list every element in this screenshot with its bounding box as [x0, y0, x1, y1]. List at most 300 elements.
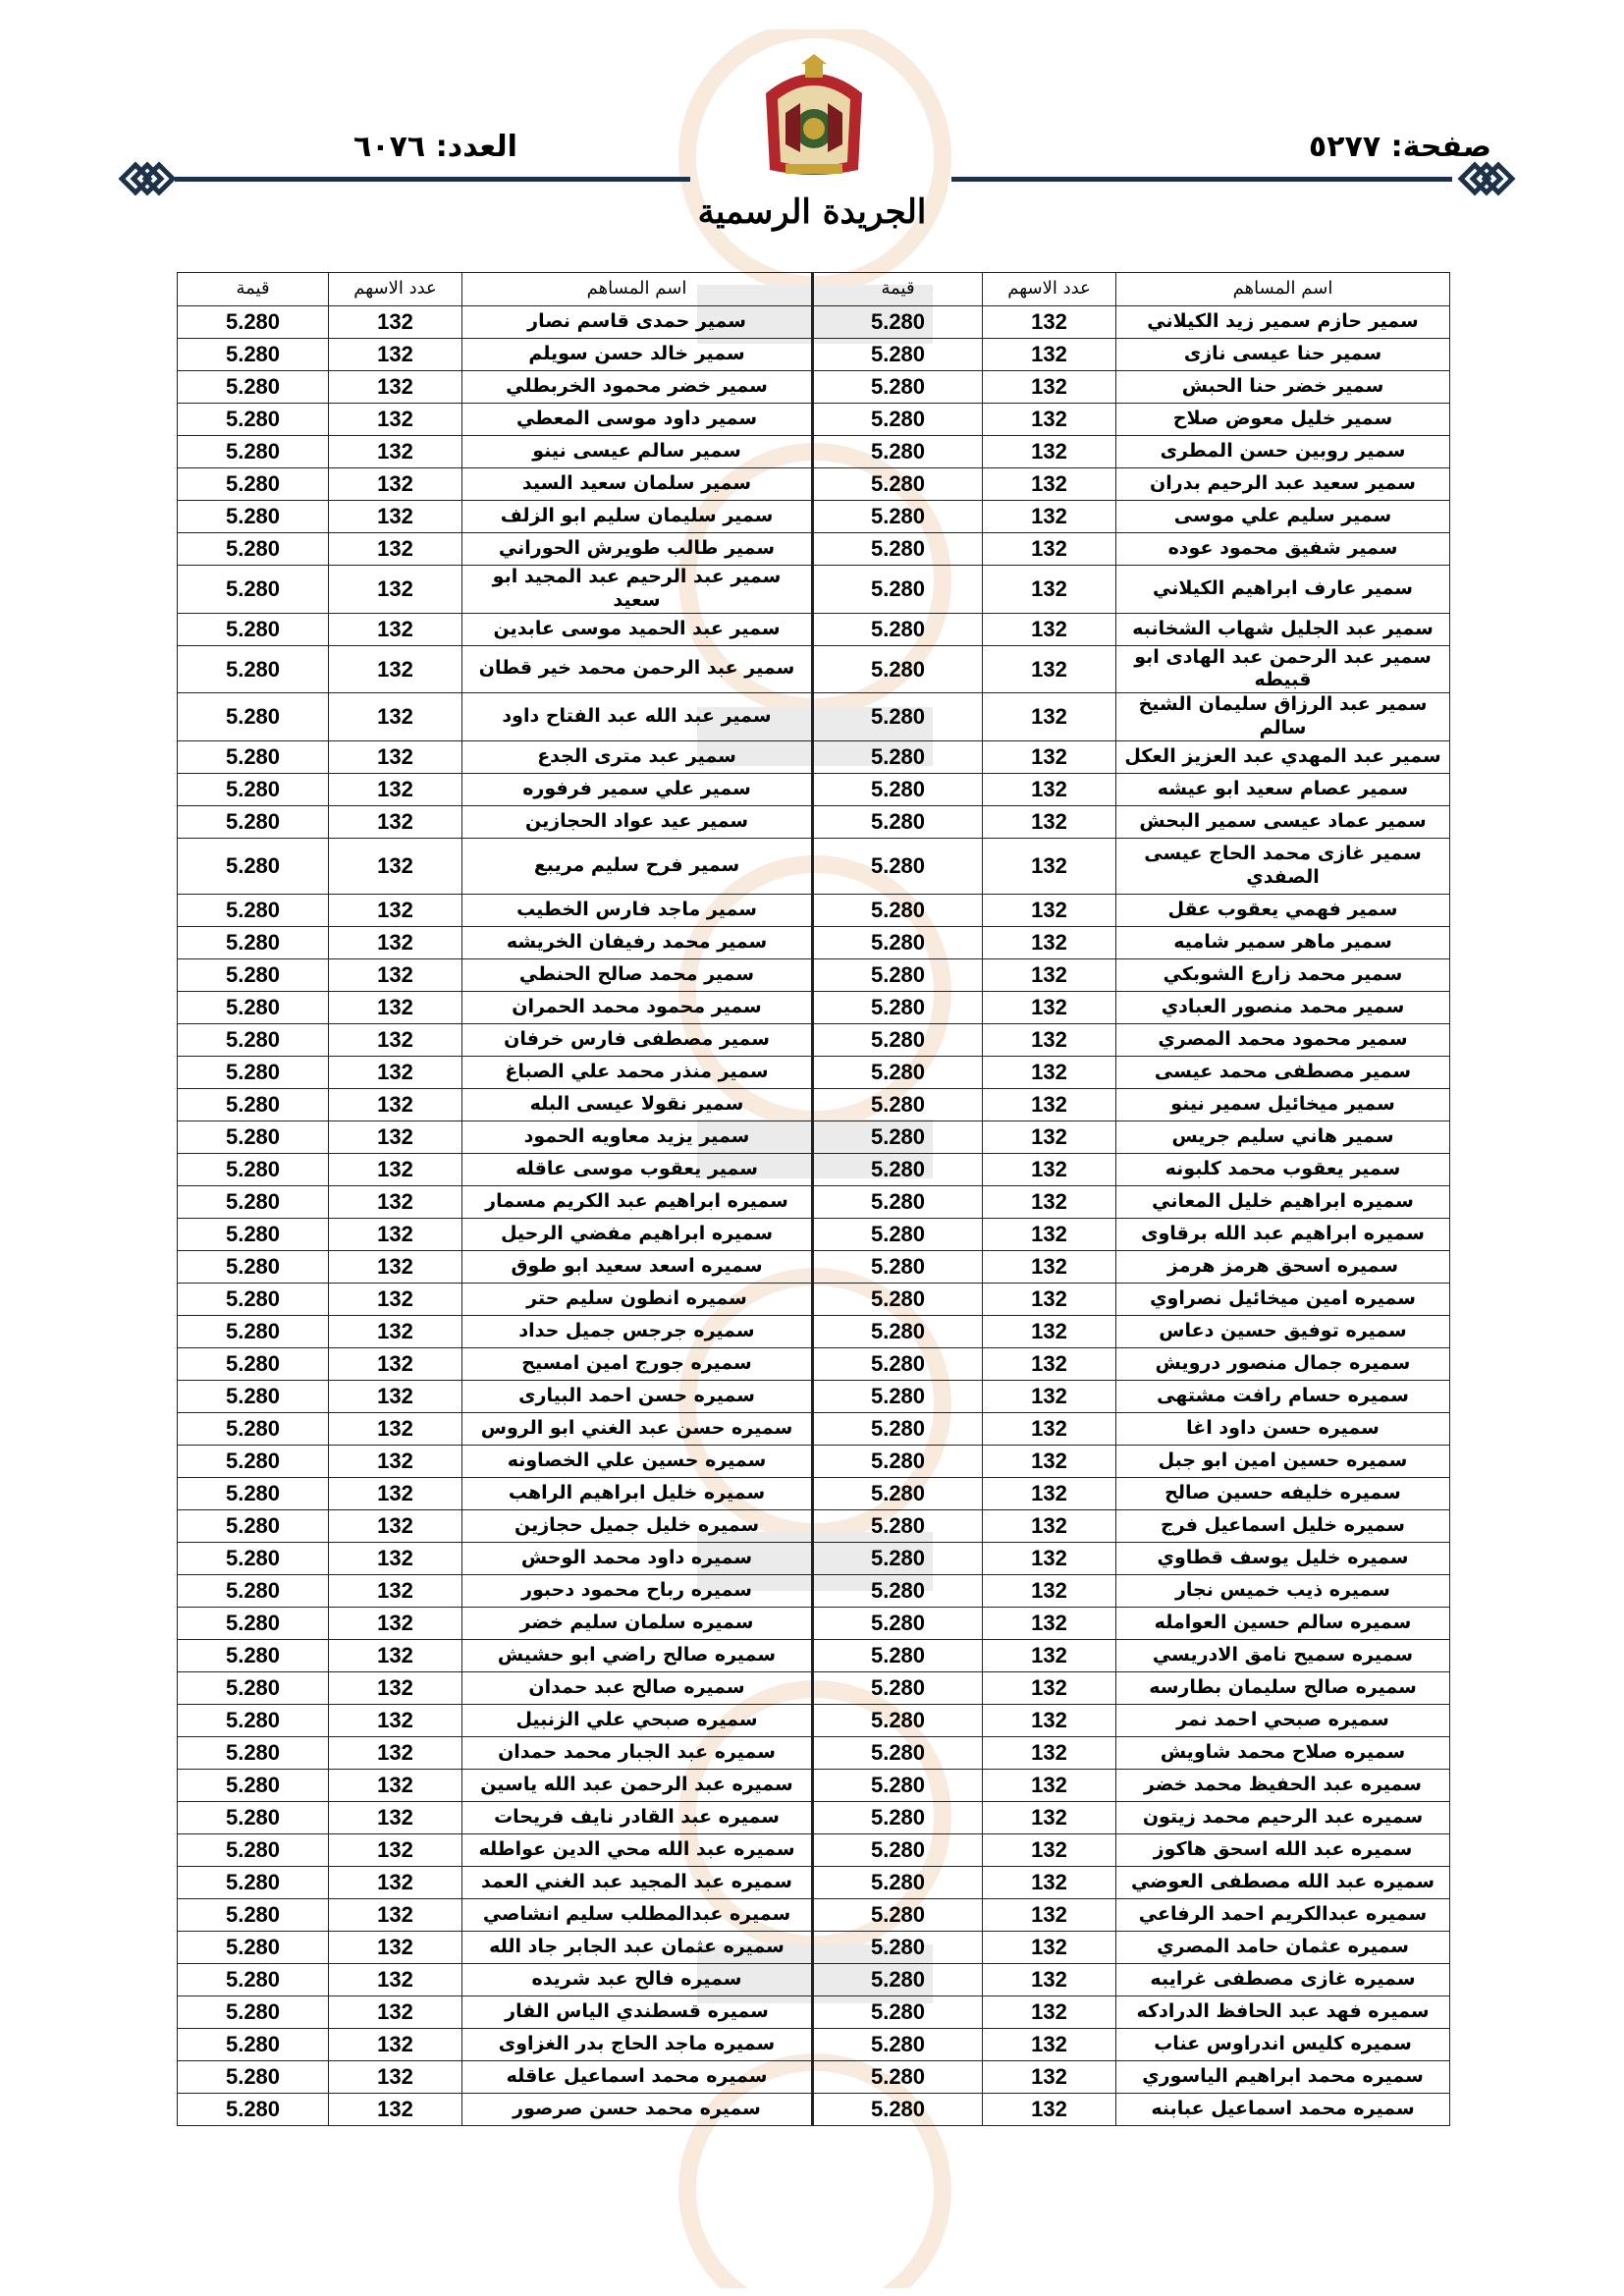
share-count: 132 [329, 1963, 462, 1995]
share-count: 132 [329, 1931, 462, 1963]
table-row [178, 740, 1450, 773]
share-value: 5.280 [178, 2093, 329, 2125]
shareholder-name: سميره خليل جميل حجازين [462, 1509, 813, 1542]
share-value: 5.280 [178, 404, 329, 436]
shareholder-name: سميره عبد الله مصطفى العوضي [1116, 1866, 1450, 1898]
share-count: 132 [329, 306, 462, 339]
share-count: 132 [983, 1445, 1116, 1477]
table-row [178, 1639, 1450, 1671]
share-count: 132 [329, 2060, 462, 2093]
table-row [178, 501, 1450, 533]
shareholder-name: سمير يعقوب محمد كلبونه [1116, 1153, 1450, 1185]
table-row [178, 1445, 1450, 1477]
share-value: 5.280 [178, 2028, 329, 2060]
shareholder-name: سمير فهمي يعقوب عقل [1116, 894, 1450, 926]
share-count: 132 [329, 468, 462, 501]
share-count: 132 [329, 2028, 462, 2060]
shareholder-name: سميره عبد الله اسحق هاكوز [1116, 1833, 1450, 1866]
share-count: 132 [329, 1866, 462, 1898]
shareholder-name: سمير داود موسى المعطي [462, 404, 813, 436]
shareholder-name: سميره فهد عبد الحافظ الدرادكه [1116, 1995, 1450, 2028]
share-count: 132 [329, 2093, 462, 2125]
share-value: 5.280 [813, 1671, 983, 1704]
share-count: 132 [983, 404, 1116, 436]
share-count: 132 [329, 1380, 462, 1412]
share-count: 132 [983, 645, 1116, 693]
share-value: 5.280 [813, 613, 983, 645]
share-value: 5.280 [178, 926, 329, 958]
shareholder-name: سمير مصطفى محمد عيسى [1116, 1056, 1450, 1088]
shareholder-name: سميره حسام رافت مشتهى [1116, 1380, 1450, 1412]
share-value: 5.280 [813, 958, 983, 991]
share-value: 5.280 [813, 1121, 983, 1153]
share-value: 5.280 [813, 1509, 983, 1542]
table-row [178, 1898, 1450, 1931]
share-value: 5.280 [813, 1185, 983, 1218]
shareholder-name: سميره محمد اسماعيل عبابنه [1116, 2093, 1450, 2125]
share-count: 132 [983, 1866, 1116, 1898]
share-value: 5.280 [178, 1963, 329, 1995]
share-value: 5.280 [178, 501, 329, 533]
share-count: 132 [329, 1283, 462, 1315]
share-value: 5.280 [178, 1509, 329, 1542]
shareholder-name: سميره سميح نامق الادريسي [1116, 1639, 1450, 1671]
shareholder-name: سميره كليس اندراوس عناب [1116, 2028, 1450, 2060]
share-value: 5.280 [813, 533, 983, 566]
shareholder-name: سمير علي سمير فرفوره [462, 773, 813, 805]
table-row [178, 1477, 1450, 1509]
share-value: 5.280 [178, 1283, 329, 1315]
share-count: 132 [329, 740, 462, 773]
table-header-row [178, 273, 1450, 306]
share-value: 5.280 [813, 1380, 983, 1412]
share-count: 132 [983, 613, 1116, 645]
share-value: 5.280 [178, 1639, 329, 1671]
shareholder-name: سميره صبحي احمد نمر [1116, 1704, 1450, 1736]
share-count: 132 [983, 1283, 1116, 1315]
shareholder-name: سمير يزيد معاويه الحمود [462, 1121, 813, 1153]
share-value: 5.280 [178, 1380, 329, 1412]
shareholder-name: سمير ماهر سمير شاميه [1116, 926, 1450, 958]
shareholder-name: سميره عبدالمطلب سليم انشاصي [462, 1898, 813, 1931]
share-count: 132 [983, 773, 1116, 805]
share-value: 5.280 [178, 1574, 329, 1607]
share-count: 132 [983, 533, 1116, 566]
shareholder-name: سمير سلمان سعيد السيد [462, 468, 813, 501]
table-row [178, 1088, 1450, 1121]
share-count: 132 [983, 1769, 1116, 1801]
share-value: 5.280 [178, 1477, 329, 1509]
shareholder-name: سميره اسحق هرمز هرمز [1116, 1250, 1450, 1283]
shareholder-name: سمير حنا عيسى نازى [1116, 339, 1450, 371]
shareholder-name: سميره عثمان حامد المصري [1116, 1931, 1450, 1963]
shareholder-name: سميره ذيب خميس نجار [1116, 1574, 1450, 1607]
shareholder-name: سميره محمد ابراهيم الياسوري [1116, 2060, 1450, 2093]
share-value: 5.280 [813, 1542, 983, 1574]
shareholder-name: سميره جورج امين امسيح [462, 1347, 813, 1380]
share-value: 5.280 [813, 2093, 983, 2125]
shareholder-name: سمير محمود محمد الحمران [462, 991, 813, 1023]
share-count: 132 [329, 1056, 462, 1088]
table-row [178, 1704, 1450, 1736]
shareholder-name: سميره حسن احمد البيارى [462, 1380, 813, 1412]
share-value: 5.280 [813, 1445, 983, 1477]
shareholder-name: سمير محمد صالح الحنطي [462, 958, 813, 991]
share-value: 5.280 [813, 805, 983, 838]
share-value: 5.280 [178, 1671, 329, 1704]
share-count: 132 [983, 1315, 1116, 1347]
share-count: 132 [983, 1963, 1116, 1995]
shareholder-name: سمير عبد الرزاق سليمان الشيخ سالم [1116, 693, 1450, 741]
share-count: 132 [329, 1315, 462, 1347]
table-row [178, 2093, 1450, 2125]
column-header-shares: عدد الاسهم [329, 273, 462, 306]
share-count: 132 [983, 1931, 1116, 1963]
table-row [178, 894, 1450, 926]
shareholder-name: سميره سالم حسين العوامله [1116, 1607, 1450, 1639]
share-count: 132 [983, 1607, 1116, 1639]
share-count: 132 [983, 1023, 1116, 1056]
table-row [178, 1121, 1450, 1153]
share-count: 132 [983, 1574, 1116, 1607]
share-count: 132 [329, 1736, 462, 1769]
share-count: 132 [983, 740, 1116, 773]
share-count: 132 [983, 894, 1116, 926]
table-row [178, 436, 1450, 468]
share-value: 5.280 [813, 566, 983, 614]
share-value: 5.280 [813, 339, 983, 371]
shareholder-name: سميره صبحي علي الزنبيل [462, 1704, 813, 1736]
share-value: 5.280 [813, 645, 983, 693]
shareholder-name: سمير عبد الرحيم عبد المجيد ابو سعيد [462, 566, 813, 614]
shareholder-name: سميره عبد المجيد عبد الغني العمد [462, 1866, 813, 1898]
share-value: 5.280 [178, 1995, 329, 2028]
share-count: 132 [983, 1801, 1116, 1833]
share-value: 5.280 [178, 533, 329, 566]
share-count: 132 [329, 958, 462, 991]
table-row [178, 306, 1450, 339]
shareholder-name: سمير محمد منصور العبادي [1116, 991, 1450, 1023]
share-value: 5.280 [813, 1477, 983, 1509]
table-row [178, 468, 1450, 501]
shareholder-name: سمير خضر محمود الخربطلي [462, 371, 813, 404]
table-row [178, 1509, 1450, 1542]
share-count: 132 [329, 1898, 462, 1931]
shareholder-name: سمير عبد الجليل شهاب الشخانبه [1116, 613, 1450, 645]
share-count: 132 [329, 1250, 462, 1283]
shareholder-name: سميره امين ميخائيل نصراوي [1116, 1283, 1450, 1315]
header-rule-right [951, 177, 1452, 182]
shareholder-name: سميره عبدالكريم احمد الرفاعي [1116, 1898, 1450, 1931]
shareholder-name: سمير عماد عيسى سمير البحش [1116, 805, 1450, 838]
table-row [178, 1671, 1450, 1704]
share-count: 132 [983, 1542, 1116, 1574]
share-value: 5.280 [813, 1704, 983, 1736]
share-value: 5.280 [178, 1250, 329, 1283]
share-value: 5.280 [178, 1704, 329, 1736]
share-count: 132 [983, 306, 1116, 339]
shareholder-name: سميره سلمان سليم خضر [462, 1607, 813, 1639]
share-count: 132 [983, 1477, 1116, 1509]
share-value: 5.280 [813, 1833, 983, 1866]
share-count: 132 [983, 1218, 1116, 1250]
shareholder-name: سمير سالم عيسى نينو [462, 436, 813, 468]
table-row [178, 1866, 1450, 1898]
issue-number: العدد: ٦٠٧٦ [353, 130, 517, 164]
share-value: 5.280 [178, 566, 329, 614]
share-value: 5.280 [813, 1153, 983, 1185]
shareholder-name: سمير نقولا عيسى البله [462, 1088, 813, 1121]
share-count: 132 [329, 1088, 462, 1121]
shareholder-name: سمير غازى محمد الحاج عيسى الصفدي [1116, 838, 1450, 894]
shareholder-name: سمير خليل معوض صلاح [1116, 404, 1450, 436]
share-count: 132 [329, 1704, 462, 1736]
table-row [178, 1931, 1450, 1963]
share-value: 5.280 [178, 805, 329, 838]
share-count: 132 [329, 1995, 462, 2028]
share-count: 132 [329, 1607, 462, 1639]
shareholder-name: سميره صالح راضي ابو حشيش [462, 1639, 813, 1671]
table-row [178, 645, 1450, 693]
shareholder-name: سميره داود محمد الوحش [462, 1542, 813, 1574]
shareholder-name: سمير عبد المهدي عبد العزيز العكل [1116, 740, 1450, 773]
table-row [178, 1542, 1450, 1574]
share-value: 5.280 [178, 693, 329, 741]
shareholder-name: سميره حسين علي الخصاونه [462, 1445, 813, 1477]
share-value: 5.280 [813, 773, 983, 805]
shareholder-name: سميره توفيق حسين دعاس [1116, 1315, 1450, 1347]
jordan-coat-of-arms-icon [756, 54, 872, 180]
table-row [178, 1412, 1450, 1445]
table-row [178, 773, 1450, 805]
shareholder-name: سمير يعقوب موسى عاقله [462, 1153, 813, 1185]
share-count: 132 [983, 436, 1116, 468]
gazette-title: الجريدة الرسمية [697, 192, 927, 232]
share-count: 132 [329, 838, 462, 894]
share-count: 132 [329, 645, 462, 693]
table-row [178, 958, 1450, 991]
share-value: 5.280 [178, 1833, 329, 1866]
table-row [178, 991, 1450, 1023]
shareholder-name: سمير سعيد عبد الرحيم بدران [1116, 468, 1450, 501]
share-value: 5.280 [813, 740, 983, 773]
table-row [178, 339, 1450, 371]
share-count: 132 [983, 339, 1116, 371]
shareholder-name: سميره حسن داود اغا [1116, 1412, 1450, 1445]
share-value: 5.280 [813, 1898, 983, 1931]
share-value: 5.280 [813, 1574, 983, 1607]
share-value: 5.280 [178, 645, 329, 693]
share-value: 5.280 [813, 2028, 983, 2060]
shareholder-name: سمير سليم علي موسى [1116, 501, 1450, 533]
share-value: 5.280 [813, 1023, 983, 1056]
shareholder-name: سمير عبد الحميد موسى عابدين [462, 613, 813, 645]
shareholder-name: سميره عبد الله محي الدين عواطله [462, 1833, 813, 1866]
share-count: 132 [983, 1412, 1116, 1445]
gazette-header [0, 0, 1624, 265]
table-row [178, 1023, 1450, 1056]
share-count: 132 [983, 1250, 1116, 1283]
share-value: 5.280 [813, 1995, 983, 2028]
share-value: 5.280 [178, 1347, 329, 1380]
shareholder-name: سميره ابراهيم عبد الكريم مسمار [462, 1185, 813, 1218]
shareholder-name: سمير هاني سليم جريس [1116, 1121, 1450, 1153]
shareholder-name: سمير منذر محمد علي الصباغ [462, 1056, 813, 1088]
share-count: 132 [983, 501, 1116, 533]
share-value: 5.280 [813, 894, 983, 926]
shareholder-name: سمير عبد الرحمن عبد الهادى ابو قبيطه [1116, 645, 1450, 693]
table-row [178, 1153, 1450, 1185]
share-count: 132 [983, 1671, 1116, 1704]
share-count: 132 [329, 1121, 462, 1153]
shareholder-name: سميره ابراهيم عبد الله برقاوى [1116, 1218, 1450, 1250]
table-row [178, 613, 1450, 645]
share-count: 132 [329, 1639, 462, 1671]
table-row [178, 1607, 1450, 1639]
share-value: 5.280 [178, 1412, 329, 1445]
share-value: 5.280 [178, 1088, 329, 1121]
share-count: 132 [983, 991, 1116, 1023]
share-count: 132 [329, 1412, 462, 1445]
shareholder-name: سميره خليفه حسين صالح [1116, 1477, 1450, 1509]
share-value: 5.280 [813, 1866, 983, 1898]
share-value: 5.280 [813, 1607, 983, 1639]
header-rule-left [175, 177, 690, 182]
shareholder-name: سميره محمد اسماعيل عاقله [462, 2060, 813, 2093]
share-count: 132 [329, 805, 462, 838]
shareholder-name: سميره فالح عبد شريده [462, 1963, 813, 1995]
table-row [178, 2028, 1450, 2060]
table-row [178, 1833, 1450, 1866]
share-value: 5.280 [178, 1445, 329, 1477]
shareholder-name: سميره عثمان عبد الجابر جاد الله [462, 1931, 813, 1963]
share-value: 5.280 [178, 894, 329, 926]
share-value: 5.280 [813, 1769, 983, 1801]
share-count: 132 [983, 2093, 1116, 2125]
shareholders-table [177, 272, 1450, 2126]
shareholder-name: سمير مصطفى فارس خرفان [462, 1023, 813, 1056]
share-value: 5.280 [178, 1898, 329, 1931]
shareholder-name: سميره رباح محمود دحبور [462, 1574, 813, 1607]
shareholder-name: سمير حازم سمير زيد الكيلاني [1116, 306, 1450, 339]
shareholder-name: سمير حمدى قاسم نصار [462, 306, 813, 339]
share-count: 132 [329, 566, 462, 614]
share-value: 5.280 [813, 1347, 983, 1380]
shareholder-name: سميره حسين امين ابو جبل [1116, 1445, 1450, 1477]
shareholder-name: سميره جمال منصور درويش [1116, 1347, 1450, 1380]
table-row [178, 926, 1450, 958]
share-count: 132 [329, 404, 462, 436]
share-count: 132 [983, 693, 1116, 741]
share-count: 132 [329, 1185, 462, 1218]
shareholder-name: سمير محمود محمد المصري [1116, 1023, 1450, 1056]
shareholder-name: سميره صالح عبد حمدان [462, 1671, 813, 1704]
shareholder-name: سميره انطون سليم حتر [462, 1283, 813, 1315]
share-count: 132 [983, 1185, 1116, 1218]
table-row [178, 1574, 1450, 1607]
share-value: 5.280 [178, 436, 329, 468]
table-row [178, 805, 1450, 838]
share-value: 5.280 [178, 371, 329, 404]
shareholder-name: سمير عارف ابراهيم الكيلاني [1116, 566, 1450, 614]
share-value: 5.280 [813, 1283, 983, 1315]
share-value: 5.280 [178, 1315, 329, 1347]
share-count: 132 [983, 2060, 1116, 2093]
table-row [178, 1218, 1450, 1250]
share-count: 132 [983, 958, 1116, 991]
table-row [178, 1056, 1450, 1088]
shareholder-name: سميره ابراهيم مفضي الرحيل [462, 1218, 813, 1250]
share-value: 5.280 [813, 404, 983, 436]
table-row [178, 1769, 1450, 1801]
share-count: 132 [983, 1833, 1116, 1866]
share-value: 5.280 [178, 2060, 329, 2093]
table-row [178, 1250, 1450, 1283]
share-value: 5.280 [178, 740, 329, 773]
shareholder-name: سمير عبد مترى الجدع [462, 740, 813, 773]
share-value: 5.280 [813, 1639, 983, 1671]
share-value: 5.280 [813, 1412, 983, 1445]
share-value: 5.280 [813, 306, 983, 339]
table-row [178, 838, 1450, 894]
shareholder-name: سميره حسن عبد الغني ابو الروس [462, 1412, 813, 1445]
table-row [178, 1283, 1450, 1315]
share-count: 132 [983, 1347, 1116, 1380]
shareholder-name: سمير عبد الرحمن محمد خير قطان [462, 645, 813, 693]
table-row [178, 371, 1450, 404]
share-count: 132 [329, 1833, 462, 1866]
share-value: 5.280 [813, 501, 983, 533]
shareholder-name: سميره صلاح محمد شاويش [1116, 1736, 1450, 1769]
share-count: 132 [983, 1704, 1116, 1736]
shareholder-name: سميره عبد الرحمن عبد الله ياسين [462, 1769, 813, 1801]
column-header-shares: عدد الاسهم [983, 273, 1116, 306]
share-value: 5.280 [178, 1153, 329, 1185]
column-header-name: اسم المساهم [1116, 273, 1450, 306]
share-count: 132 [983, 1088, 1116, 1121]
share-value: 5.280 [178, 991, 329, 1023]
share-count: 132 [329, 1445, 462, 1477]
table-row [178, 1315, 1450, 1347]
share-count: 132 [983, 1056, 1116, 1088]
share-count: 132 [329, 926, 462, 958]
share-count: 132 [983, 468, 1116, 501]
share-count: 132 [329, 1769, 462, 1801]
share-value: 5.280 [813, 1801, 983, 1833]
share-count: 132 [329, 773, 462, 805]
share-count: 132 [329, 339, 462, 371]
share-count: 132 [329, 1574, 462, 1607]
share-value: 5.280 [178, 1801, 329, 1833]
column-header-name: اسم المساهم [462, 273, 813, 306]
shareholder-name: سمير شفيق محمود عوده [1116, 533, 1450, 566]
column-header-value: قيمة [178, 273, 329, 306]
column-header-value: قيمة [813, 273, 983, 306]
table-row [178, 1347, 1450, 1380]
shareholder-name: سمير ماجد فارس الخطيب [462, 894, 813, 926]
share-count: 132 [329, 613, 462, 645]
shareholder-name: سميره صالح سليمان بطارسه [1116, 1671, 1450, 1704]
share-value: 5.280 [178, 1607, 329, 1639]
share-count: 132 [983, 1736, 1116, 1769]
shareholder-name: سمير عيد عواد الحجازين [462, 805, 813, 838]
share-value: 5.280 [813, 991, 983, 1023]
share-value: 5.280 [178, 1185, 329, 1218]
share-count: 132 [329, 1347, 462, 1380]
shareholder-name: سمير محمد زارع الشوبكي [1116, 958, 1450, 991]
shareholder-name: سميره جرجس جميل حداد [462, 1315, 813, 1347]
share-value: 5.280 [813, 2060, 983, 2093]
